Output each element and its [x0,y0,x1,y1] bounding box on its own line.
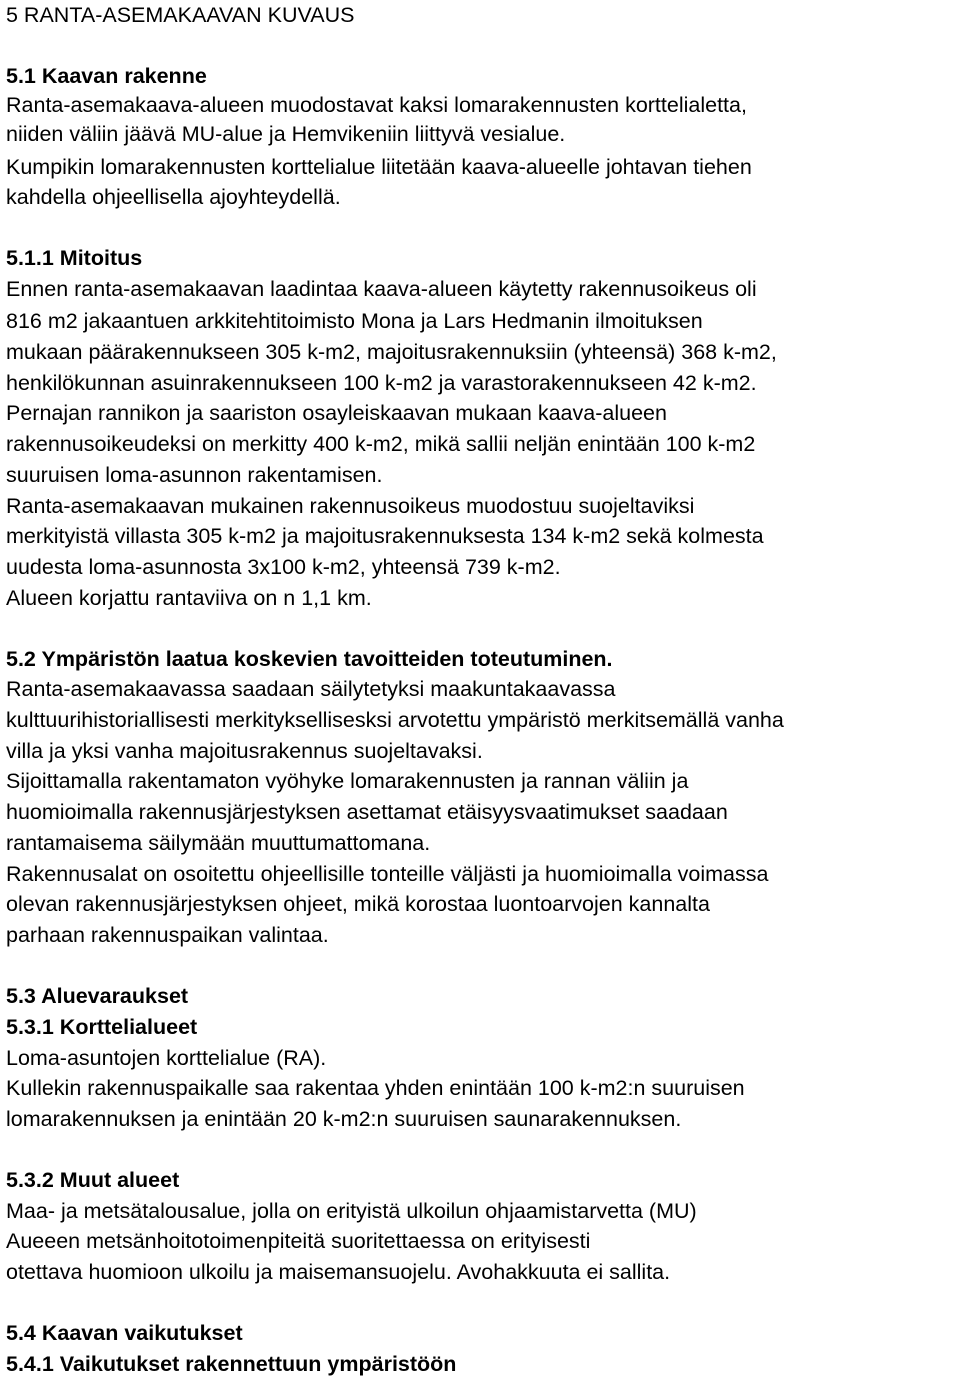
body-line: Ranta-asemakaava-alueen muodostavat kaksi lomarakennusten korttelialetta, [6,93,747,117]
body-line: Pernajan rannikon ja saariston osayleiskaavan mukaan kaava-alueen [6,401,667,425]
subsection-heading: 5.1.1 Mitoitus [6,246,143,270]
body-line: parhaan rakennuspaikan valintaa. [6,923,329,947]
section-heading: 5.2 Ympäristön laatua koskevien tavoitteiden toteutuminen. [6,647,613,671]
body-line: Ennen ranta-asemakaavan laadintaa kaava-alueen käytetty rakennusoikeus oli [6,277,757,301]
body-line: Alueen korjattu rantaviiva on n 1,1 km. [6,586,372,610]
section-heading: 5.3 Aluevaraukset [6,984,189,1008]
body-line: otettava huomioon ulkoilu ja maisemansuojelu. Avohakkuuta ei sallita. [6,1260,671,1284]
section-heading: 5.4 Kaavan vaikutukset [6,1321,243,1345]
body-line: Aueeen metsänhoitotoimenpiteitä suoritettaessa on erityisesti [6,1229,591,1253]
body-line: merkityistä villasta 305 k-m2 ja majoitusrakennuksesta 134 k-m2 sekä kolmesta [6,524,764,548]
body-line: kahdella ohjeellisella ajoyhteydellä. [6,185,341,209]
body-line: huomioimalla rakennusjärjestyksen asettamat etäisyysvaatimukset saadaan [6,800,728,824]
body-line: henkilökunnan asuinrakennukseen 100 k-m2 ja varastorakennukseen 42 k-m2. [6,371,757,395]
body-line: Maa- ja metsätalousalue, jolla on erityistä ulkoilun ohjaamistarvetta (MU) [6,1199,697,1223]
body-line: uudesta loma-asunnosta 3x100 k-m2, yhteensä 739 k-m2. [6,555,561,579]
body-line: Kullekin rakennuspaikalle saa rakentaa yhden enintään 100 k-m2:n suuruisen [6,1076,745,1100]
body-line: Ranta-asemakaavassa saadaan säilytetyksi maakuntakaavassa [6,677,616,701]
chapter-heading: 5 RANTA-ASEMAKAAVAN KUVAUS [6,3,355,27]
body-line: lomarakennuksen ja enintään 20 k-m2:n suuruisen saunarakennuksen. [6,1107,682,1131]
body-line: Ranta-asemakaavan mukainen rakennusoikeus muodostuu suojeltaviksi [6,494,695,518]
body-line: villa ja yksi vanha majoitusrakennus suojeltavaksi. [6,739,483,763]
body-line: Rakennusalat on osoitettu ohjeellisille tonteille väljästi ja huomioimalla voimassa [6,862,769,886]
body-line: Kumpikin lomarakennusten korttelialue liitetään kaava-alueelle johtavan tiehen [6,155,752,179]
body-line: mukaan päärakennukseen 305 k-m2, majoitusrakennuksiin (yhteensä) 368 k-m2, [6,340,777,364]
body-line: Sijoittamalla rakentamaton vyöhyke lomarakennusten ja rannan väliin ja [6,769,689,793]
subsection-heading: 5.4.1 Vaikutukset rakennettuun ympäristöön [6,1352,457,1376]
body-line: suuruisen loma-asunnon rakentamisen. [6,463,383,487]
body-line: rantamaisema säilymään muuttumattomana. [6,831,431,855]
body-line: Loma-asuntojen korttelialue (RA). [6,1046,327,1070]
subsection-heading: 5.3.2 Muut alueet [6,1168,180,1192]
subsection-heading: 5.3.1 Korttelialueet [6,1015,198,1039]
body-line: rakennusoikeudeksi on merkitty 400 k-m2, mikä sallii neljän enintään 100 k-m2 [6,432,756,456]
body-line: olevan rakennusjärjestyksen ohjeet, mikä korostaa luontoarvojen kannalta [6,892,710,916]
body-line: kulttuurihistoriallisesti merkityksellisesksi arvotettu ympäristö merkitsemällä vanha [6,708,784,732]
section-heading: 5.1 Kaavan rakenne [6,64,207,88]
body-line: niiden väliin jäävä MU-alue ja Hemvikeniin liittyvä vesialue. [6,122,566,146]
body-line: 816 m2 jakaantuen arkkitehtitoimisto Mona ja Lars Hedmanin ilmoituksen [6,309,703,333]
